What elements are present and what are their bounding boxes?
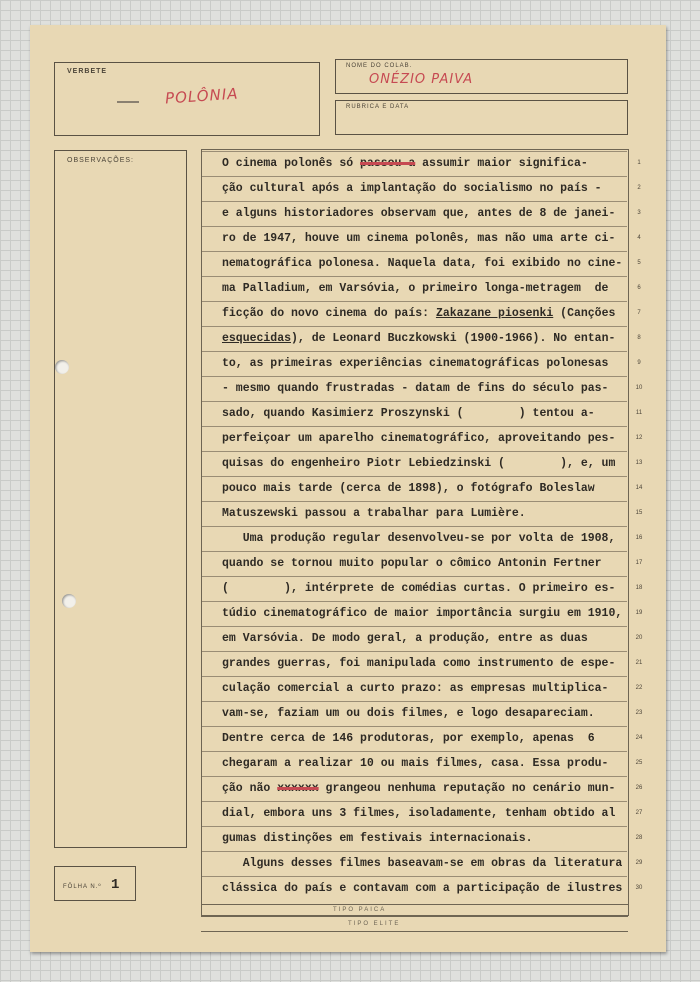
underlined-title: esquecidas bbox=[222, 332, 292, 345]
typed-line-text bbox=[222, 332, 615, 345]
text-segment: - mesmo quando frustradas - datam de fins do século pas- bbox=[222, 382, 609, 395]
text-segment: sado, quando Kasimierz Proszynski ( ) tentou a- bbox=[222, 407, 595, 420]
typed-line-text bbox=[222, 407, 595, 420]
typed-line bbox=[202, 176, 641, 201]
typed-line bbox=[202, 576, 643, 601]
line-number: 15 bbox=[635, 510, 643, 516]
typed-line-text bbox=[222, 432, 615, 445]
text-segment: e alguns historiadores observam que, antes de 8 de janei- bbox=[222, 207, 616, 220]
line-number: 1 bbox=[637, 160, 641, 166]
typed-line-text bbox=[222, 382, 608, 395]
typed-line bbox=[202, 851, 643, 876]
tipo-paica-label: TIPO PAICA bbox=[333, 907, 387, 913]
text-segment: ção cultural após a implantação do socialismo no país - bbox=[222, 182, 602, 195]
line-number: 5 bbox=[637, 260, 641, 266]
line-number: 25 bbox=[635, 760, 643, 766]
typed-line bbox=[202, 826, 643, 851]
line-number: 28 bbox=[635, 835, 643, 841]
text-segment: ), de Leonard Buczkowski (1900-1966). No entan- bbox=[291, 332, 616, 345]
typed-line bbox=[202, 326, 641, 351]
typed-line-text bbox=[222, 457, 615, 470]
line-number: 22 bbox=[635, 685, 643, 691]
text-segment: culação comercial a curto prazo: as empresas multiplica- bbox=[222, 682, 609, 695]
text-segment: grangeou nenhuma reputação no cenário mun- bbox=[318, 782, 616, 795]
punch-hole-top bbox=[55, 360, 69, 374]
typed-line-text bbox=[222, 307, 615, 320]
colab-caption: NOME DO COLAB. bbox=[346, 63, 413, 69]
typed-line bbox=[202, 601, 643, 626]
line-number: 21 bbox=[635, 660, 643, 666]
typed-line-text bbox=[222, 682, 608, 695]
text-segment: grandes guerras, foi manipulada como instrumento de espe- bbox=[222, 657, 616, 670]
typed-line-text bbox=[222, 507, 526, 520]
footer-rule-2 bbox=[201, 916, 628, 917]
manuscript-sheet bbox=[30, 25, 666, 952]
typed-line-text bbox=[222, 632, 588, 645]
typed-line bbox=[202, 451, 643, 476]
line-number: 17 bbox=[635, 560, 643, 566]
folha-box bbox=[54, 866, 136, 901]
typed-line bbox=[202, 301, 641, 326]
line-number: 12 bbox=[635, 435, 643, 441]
typed-line-text bbox=[222, 882, 622, 895]
typed-line bbox=[202, 226, 641, 251]
typed-line bbox=[202, 751, 643, 776]
typed-line bbox=[202, 876, 643, 901]
line-number: 8 bbox=[637, 335, 641, 341]
text-segment: dial, embora uns 3 filmes, isoladamente, tenham obtido al bbox=[222, 807, 616, 820]
text-segment: ( ), intérprete de comédias curtas. O primeiro es- bbox=[222, 582, 616, 595]
line-number: 14 bbox=[635, 485, 643, 491]
typed-line bbox=[202, 526, 643, 551]
typed-line-text bbox=[222, 532, 615, 545]
typed-line bbox=[202, 726, 643, 751]
typed-line bbox=[202, 401, 643, 426]
typed-line bbox=[202, 551, 643, 576]
typed-line bbox=[202, 151, 641, 176]
folha-caption: FÔLHA N.º bbox=[63, 884, 102, 890]
underlined-title: Zakazane piosenki bbox=[435, 307, 554, 320]
text-segment: quisas do engenheiro Piotr Lebiedzinski ( ), e, um bbox=[222, 457, 616, 470]
rubrica-caption: RUBRICA E DATA bbox=[346, 104, 410, 110]
typed-line bbox=[202, 776, 643, 801]
text-segment: pouco mais tarde (cerca de 1898), o fotógrafo Boleslaw bbox=[222, 482, 595, 495]
typed-line bbox=[202, 676, 643, 701]
text-segment: Matuszewski passou a trabalhar para Lumière. bbox=[222, 507, 526, 520]
typed-line-text bbox=[222, 807, 615, 820]
typed-line bbox=[202, 501, 643, 526]
text-segment: Uma produção regular desenvolveu-se por volta de 1908, bbox=[222, 532, 616, 545]
footer-rule-3 bbox=[201, 931, 628, 932]
tipo-elite-label: TIPO ELITE bbox=[348, 921, 401, 927]
line-number: 18 bbox=[635, 585, 643, 591]
typed-line-text bbox=[222, 782, 615, 795]
typed-line-text bbox=[222, 857, 622, 870]
line-number: 10 bbox=[635, 385, 643, 391]
typed-line-text bbox=[222, 707, 595, 720]
text-segment: Alguns desses filmes baseavam-se em obras da literatura bbox=[222, 857, 623, 870]
line-number: 2 bbox=[637, 185, 641, 191]
text-segment: quando se tornou muito popular o cômico Antonin Fertner bbox=[222, 557, 602, 570]
line-number: 29 bbox=[635, 860, 643, 866]
typed-line-text bbox=[222, 232, 615, 245]
text-segment: em Varsóvia. De modo geral, a produção, entre as duas bbox=[222, 632, 588, 645]
verbete-handwritten: POLÔNIA bbox=[164, 84, 240, 108]
typed-line-text bbox=[222, 282, 608, 295]
text-segment: assumir maior significa- bbox=[415, 157, 588, 170]
verbete-dash-mark bbox=[117, 101, 139, 103]
text-segment: perfeiçoar um aparelho cinematográfico, aproveitando pes- bbox=[222, 432, 616, 445]
line-number: 11 bbox=[635, 410, 643, 416]
line-number: 26 bbox=[635, 785, 643, 791]
typed-line bbox=[202, 651, 643, 676]
typed-line bbox=[202, 276, 641, 301]
line-number: 13 bbox=[635, 460, 643, 466]
line-number: 7 bbox=[637, 310, 641, 316]
typed-line-text bbox=[222, 207, 615, 220]
text-segment: ficção do novo cinema do país: bbox=[222, 307, 436, 320]
line-number: 16 bbox=[635, 535, 643, 541]
line-number: 3 bbox=[637, 210, 641, 216]
typed-line-text bbox=[222, 832, 533, 845]
text-segment: ro de 1947, houve um cinema polonês, mas não uma arte ci- bbox=[222, 232, 616, 245]
folha-number: 1 bbox=[111, 877, 120, 893]
typed-line bbox=[202, 701, 643, 726]
rubrica-box bbox=[335, 100, 628, 135]
text-segment: O cinema polonês só bbox=[222, 157, 361, 170]
text-segment: nematográfica polonesa. Naquela data, foi exibido no cine- bbox=[222, 257, 623, 270]
struck-text: passou a bbox=[360, 157, 416, 170]
punch-hole-bottom bbox=[62, 594, 76, 608]
typed-line-text bbox=[222, 607, 622, 620]
colab-handwritten: ONÉZIO PAIVA bbox=[369, 72, 474, 87]
text-segment: chegaram a realizar 10 ou mais filmes, casa. Essa produ- bbox=[222, 757, 609, 770]
typed-line bbox=[202, 801, 643, 826]
typed-line-text bbox=[222, 757, 608, 770]
typed-line bbox=[202, 426, 643, 451]
typed-line bbox=[202, 476, 643, 501]
line-number: 4 bbox=[637, 235, 641, 241]
text-segment: ção não bbox=[222, 782, 278, 795]
text-segment: ma Palladium, em Varsóvia, o primeiro longa-metragem de bbox=[222, 282, 609, 295]
typed-line-text bbox=[222, 157, 588, 170]
line-number: 24 bbox=[635, 735, 643, 741]
verbete-box bbox=[54, 62, 320, 136]
typed-line-text bbox=[222, 732, 595, 745]
typed-line-text bbox=[222, 482, 595, 495]
text-segment: vam-se, faziam um ou dois filmes, e logo desapareciam. bbox=[222, 707, 595, 720]
typed-line bbox=[202, 351, 641, 376]
line-number: 6 bbox=[637, 285, 641, 291]
line-number: 9 bbox=[637, 360, 641, 366]
text-segment: gumas distinções em festivais internacionais. bbox=[222, 832, 533, 845]
typed-line bbox=[202, 251, 641, 276]
struck-text: xxxxxx bbox=[277, 782, 319, 795]
colab-box bbox=[335, 59, 628, 94]
line-number: 19 bbox=[635, 610, 643, 616]
typed-line-text bbox=[222, 257, 622, 270]
observacoes-box bbox=[54, 150, 187, 848]
typed-line-text bbox=[222, 557, 602, 570]
typed-line-text bbox=[222, 657, 615, 670]
line-number: 20 bbox=[635, 635, 643, 641]
typed-line bbox=[202, 201, 641, 226]
line-number: 23 bbox=[635, 710, 643, 716]
footer-rule bbox=[201, 904, 628, 905]
line-number: 30 bbox=[635, 885, 643, 891]
typed-line-text bbox=[222, 582, 615, 595]
text-segment: túdio cinematográfico de maior importância surgiu em 1910, bbox=[222, 607, 623, 620]
line-number: 27 bbox=[635, 810, 643, 816]
observacoes-caption: OBSERVAÇÕES: bbox=[67, 157, 134, 164]
text-segment: Dentre cerca de 146 produtoras, por exemplo, apenas 6 bbox=[222, 732, 595, 745]
typed-line bbox=[202, 626, 643, 651]
typed-line-text bbox=[222, 357, 608, 370]
text-segment: to, as primeiras experiências cinematográficas polonesas bbox=[222, 357, 609, 370]
text-segment: (Canções bbox=[553, 307, 616, 320]
verbete-caption: VERBETE bbox=[67, 68, 108, 75]
typed-line-text bbox=[222, 182, 602, 195]
typed-line bbox=[202, 376, 643, 401]
text-segment: clássica do país e contavam com a participação de ilustres bbox=[222, 882, 623, 895]
